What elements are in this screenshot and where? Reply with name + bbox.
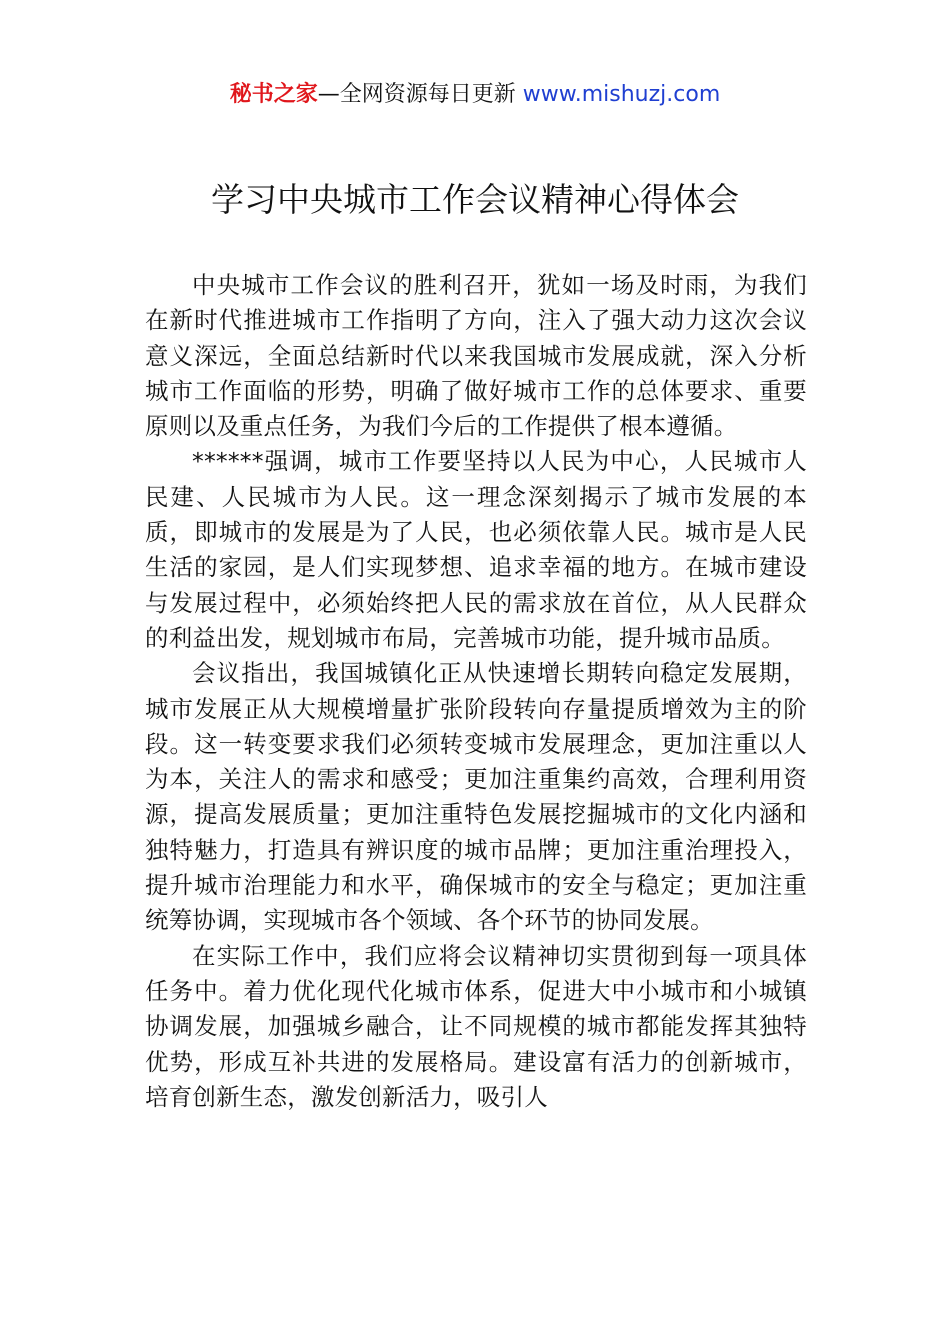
document-title: 学习中央城市工作会议精神心得体会 bbox=[211, 180, 739, 219]
paragraph-1: 中央城市工作会议的胜利召开，犹如一场及时雨，为我们在新时代推进城市工作指明了方向，注入了强大动力这次会议意义深远，全面总结新时代以来我国城市发展成就，深入分析城市工作面临的形势，明确了做好城市工作的总体要求、重要原则以及重点任务，为我们今后的工作提供了根本遵循。 bbox=[145, 271, 807, 441]
paragraph-3: 会议指出，我国城镇化正从快速增长期转向稳定发展期，城市发展正从大规模增量扩张阶段转向存量提质增效为主的阶段。这一转变要求我们必须转变城市发展理念，更加注重以人为本，关注人的需求和感受；更加注重集约高效，合理利用资源，提高发展质量；更加注重特色发展挖掘城市的文化内涵和独特魅力，打造具有辨识度的城市品牌；更加注重治理投入，提升城市治理能力和水平，确保城市的安全与稳定；更加注重统筹协调，实现城市各个领域、各个环节的协同发展。 bbox=[145, 659, 807, 935]
site-url-link[interactable]: www.mishuzj.com bbox=[522, 82, 721, 107]
site-brand: 秘书之家 bbox=[229, 82, 318, 107]
document-body bbox=[145, 268, 807, 1115]
site-tagline: —全网资源每日更新 bbox=[317, 82, 523, 107]
paragraph-4: 在实际工作中，我们应将会议精神切实贯彻到每一项具体任务中。着力优化现代化城市体系，促进大中小城市和小城镇协调发展，加强城乡融合，让不同规模的城市都能发挥其独特优势，形成互补共进的发展格局。建设富有活力的创新城市，培育创新生态，激发创新活力，吸引人 bbox=[145, 941, 807, 1111]
paragraph-2: ******强调，城市工作要坚持以人民为中心，人民城市人民建、人民城市为人民。这一理念深刻揭示了城市发展的本质，即城市的发展是为了人民，也必须依靠人民。城市是人民生活的家园，是人们实现梦想、追求幸福的地方。在城市建设与发展过程中，必须始终把人民的需求放在首位，从人民群众的利益出发，规划城市布局，完善城市功能，提升城市品质。 bbox=[145, 447, 807, 652]
site-header bbox=[0, 80, 950, 110]
